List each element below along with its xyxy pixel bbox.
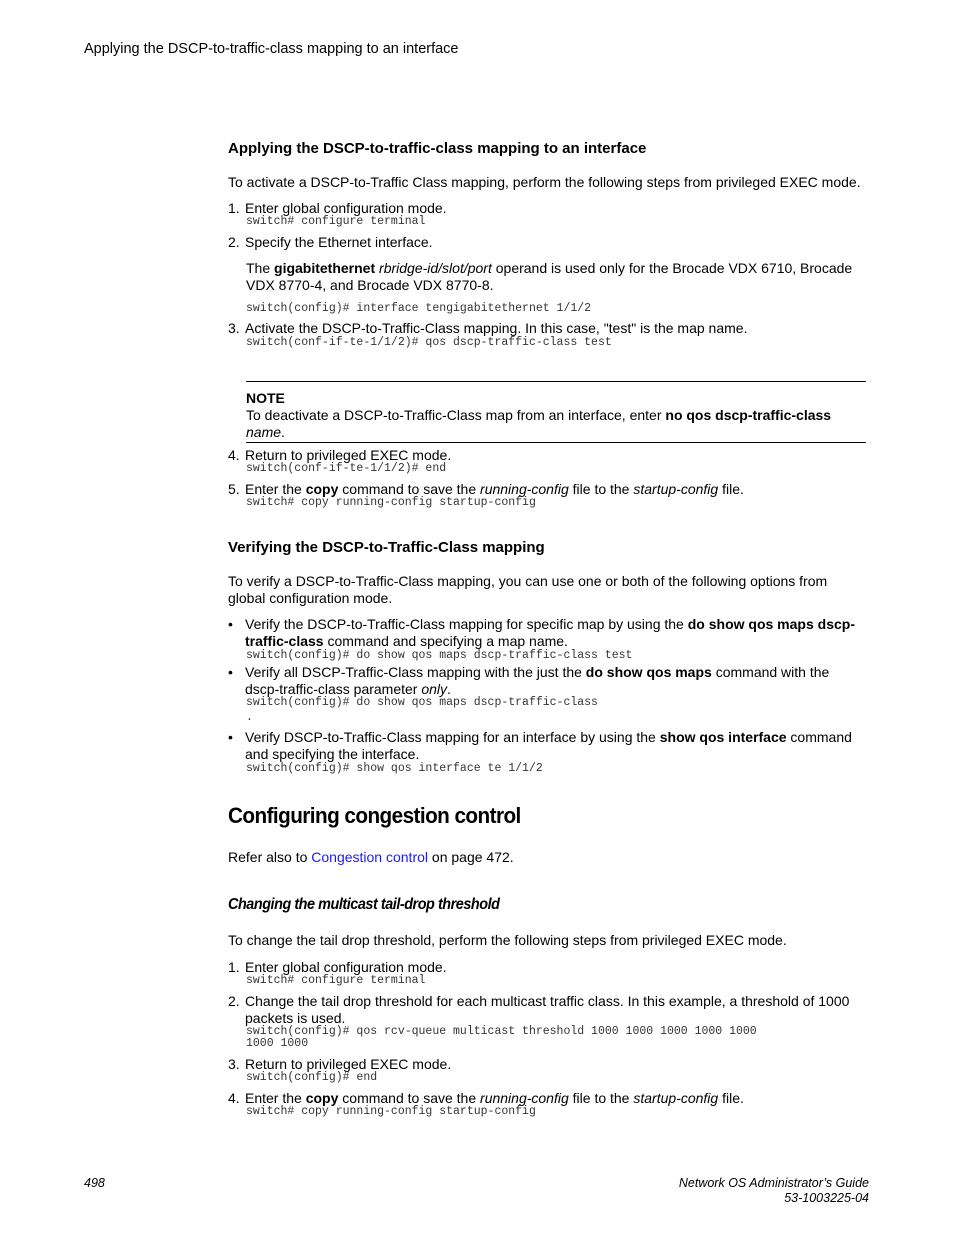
section-heading-verifying: Verifying the DSCP-to-Traffic-Class mapping	[228, 539, 545, 556]
code-snippet: switch(config)# interface tengigabitethernet 1/1/2	[246, 302, 592, 315]
code-snippet: switch(config)# show qos interface te 1/1/2	[246, 762, 543, 775]
code-snippet: switch# configure terminal	[246, 215, 426, 228]
step-number: 5.	[228, 481, 240, 497]
step-text: Enter the copy command to save the running-config file to the startup-config file.	[245, 481, 744, 497]
intro-paragraph: To activate a DSCP-to-Traffic Class mapping, perform the following steps from privileged EXEC mode.	[228, 174, 861, 190]
step-text: Enter global configuration mode.	[245, 959, 447, 975]
step-text: Return to privileged EXEC mode.	[245, 447, 452, 463]
code-snippet: switch(config)# end	[246, 1071, 378, 1084]
refer-paragraph: Refer also to Congestion control on page 472.	[228, 849, 514, 865]
footer-doc-number: 53-1003225-04	[784, 1191, 869, 1205]
code-snippet: switch# copy running-config startup-config	[246, 1105, 536, 1118]
note-top-rule	[246, 381, 866, 382]
footer-guide-title: Network OS Administrator’s Guide	[678, 1176, 869, 1190]
note-label: NOTE	[246, 390, 285, 406]
step-text: Activate the DSCP-to-Traffic-Class mapping. In this case, "test" is the map name.	[245, 320, 748, 336]
section-heading-applying: Applying the DSCP-to-traffic-class mapping to an interface	[228, 140, 647, 157]
step-2-note-paragraph: The gigabitethernet rbridge-id/slot/port operand is used only for the Brocade VDX 6710, Brocade VDX 8770-4, and Brocade VDX 8770-8.	[246, 260, 853, 293]
code-trailing-dot: .	[246, 711, 253, 724]
bullet-text: Verify the DSCP-to-Traffic-Class mapping for specific map by using the do show qos maps dscp-traffic-class command and specifying a map name.	[245, 616, 855, 649]
step-number: 4.	[228, 1090, 240, 1106]
page-number: 498	[84, 1176, 105, 1190]
section-heading-tail-drop: Changing the multicast tail-drop threshold	[228, 896, 500, 913]
bullet-icon: •	[228, 616, 233, 632]
bullet-text: Verify all DSCP-Traffic-Class mapping with the just the do show qos maps command with the dscp-traffic-class parameter only.	[245, 664, 830, 697]
step-text: Specify the Ethernet interface.	[245, 234, 433, 250]
step-number: 1.	[228, 200, 240, 216]
running-header: Applying the DSCP-to-traffic-class mapping to an interface	[84, 41, 459, 57]
step-number: 1.	[228, 959, 240, 975]
code-snippet: switch(config)# qos rcv-queue multicast threshold 1000 1000 1000 1000 1000	[246, 1025, 757, 1038]
intro-paragraph: To verify a DSCP-to-Traffic-Class mapping, you can use one or both of the following options from global configuration mode.	[228, 573, 828, 606]
step-text: Change the tail drop threshold for each multicast traffic class. In this example, a threshold of 1000 packets is used.	[245, 993, 850, 1026]
bullet-icon: •	[228, 664, 233, 680]
step-number: 3.	[228, 320, 240, 336]
congestion-control-link[interactable]: Congestion control	[311, 849, 429, 865]
step-text: Enter the copy command to save the running-config file to the startup-config file.	[245, 1090, 744, 1106]
code-snippet-continued: 1000 1000	[246, 1037, 309, 1050]
step-number: 2.	[228, 993, 240, 1009]
code-snippet: switch(config)# do show qos maps dscp-traffic-class	[246, 696, 598, 709]
step-text: Enter global configuration mode.	[245, 200, 447, 216]
step-number: 2.	[228, 234, 240, 250]
intro-paragraph: To change the tail drop threshold, perform the following steps from privileged EXEC mode.	[228, 932, 787, 948]
bullet-text: Verify DSCP-to-Traffic-Class mapping for an interface by using the show qos interface command and specifying the interface.	[245, 729, 852, 762]
code-snippet: switch(config)# do show qos maps dscp-traffic-class test	[246, 649, 633, 662]
step-number: 4.	[228, 447, 240, 463]
note-bottom-rule	[246, 442, 866, 443]
section-heading-congestion: Configuring congestion control	[228, 803, 521, 828]
bullet-icon: •	[228, 729, 233, 745]
code-snippet: switch(conf-if-te-1/1/2)# qos dscp-traffic-class test	[246, 336, 612, 349]
step-text: Return to privileged EXEC mode.	[245, 1056, 452, 1072]
note-text: To deactivate a DSCP-to-Traffic-Class map from an interface, enter no qos dscp-traffic-class name.	[246, 407, 832, 440]
code-snippet: switch# configure terminal	[246, 974, 426, 987]
code-snippet: switch(conf-if-te-1/1/2)# end	[246, 462, 447, 475]
code-snippet: switch# copy running-config startup-config	[246, 496, 536, 509]
step-number: 3.	[228, 1056, 240, 1072]
